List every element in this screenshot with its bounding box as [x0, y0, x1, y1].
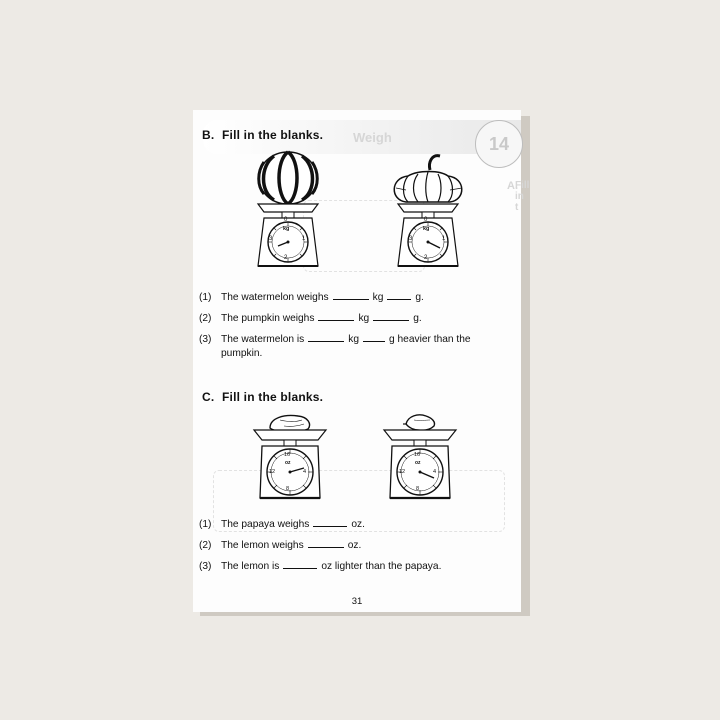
- answer-blank[interactable]: [373, 311, 409, 321]
- dial-label-12: 12: [399, 469, 406, 475]
- workbook-page: [193, 110, 530, 612]
- bleed-text: Fill in t: [515, 180, 530, 213]
- dial-unit: kg: [423, 226, 430, 232]
- section-b-title: Fill in the blanks.: [222, 128, 324, 142]
- dial-label-16: 16: [414, 452, 421, 458]
- pumpkin-scale-figure: [378, 148, 478, 273]
- answer-blank[interactable]: [363, 332, 385, 342]
- dial-label-2: 2: [424, 255, 428, 261]
- section-b-letter: B.: [202, 128, 215, 142]
- question-c1: (1) The papaya weighs oz.: [199, 519, 365, 530]
- question-c3: (3) The lemon is oz lighter than the papaya.: [199, 561, 442, 572]
- question-b1: (1) The watermelon weighs kg g.: [199, 292, 424, 303]
- answer-blank[interactable]: [318, 311, 354, 321]
- dial-label-4: 4: [303, 469, 307, 475]
- dial-label-1: 1: [442, 236, 446, 242]
- answer-blank[interactable]: [387, 290, 411, 300]
- watermelon: [259, 152, 318, 204]
- dial-label-12: 12: [269, 469, 276, 475]
- kg-scale: [258, 204, 318, 266]
- answer-blank[interactable]: [333, 290, 369, 300]
- lemon: [403, 415, 435, 430]
- dial-label-2: 2: [284, 255, 288, 261]
- section-c-letter: C.: [202, 390, 215, 404]
- section-c-title: Fill in the blanks.: [222, 390, 324, 404]
- dial-unit: oz: [285, 460, 291, 466]
- dial-unit: oz: [415, 460, 421, 466]
- dial-label-3: 3: [409, 236, 413, 242]
- page-number: 31: [351, 596, 363, 607]
- answer-blank[interactable]: [308, 538, 344, 548]
- section-b-heading: [202, 128, 323, 142]
- section-c-heading: [202, 390, 323, 404]
- dial-label-4: 4: [433, 469, 437, 475]
- watermelon-scale-figure: [238, 148, 338, 273]
- question-c2: (2) The lemon weighs oz.: [199, 540, 362, 551]
- dial-label-0: 0: [284, 217, 288, 223]
- dial-label-8: 8: [416, 486, 420, 492]
- dial-label-8: 8: [286, 486, 290, 492]
- dial-label-0: 0: [424, 217, 428, 223]
- dial-label-16: 16: [284, 452, 291, 458]
- pumpkin: [394, 156, 462, 202]
- question-b3: (3) The watermelon is kg g heavier than the pumpkin.: [199, 334, 471, 359]
- answer-blank[interactable]: [308, 332, 344, 342]
- answer-blank[interactable]: [283, 559, 317, 569]
- dial-label-1: 1: [302, 236, 306, 242]
- kg-scale: [398, 204, 458, 266]
- bleed-letter: A.: [507, 180, 518, 192]
- dial-label-3: 3: [269, 236, 273, 242]
- answer-blank[interactable]: [313, 517, 347, 527]
- question-b2: (2) The pumpkin weighs kg g.: [199, 313, 422, 324]
- bleed-heading: Weigh: [353, 130, 392, 145]
- dial-unit: kg: [283, 226, 290, 232]
- chapter-badge: 14: [475, 120, 523, 168]
